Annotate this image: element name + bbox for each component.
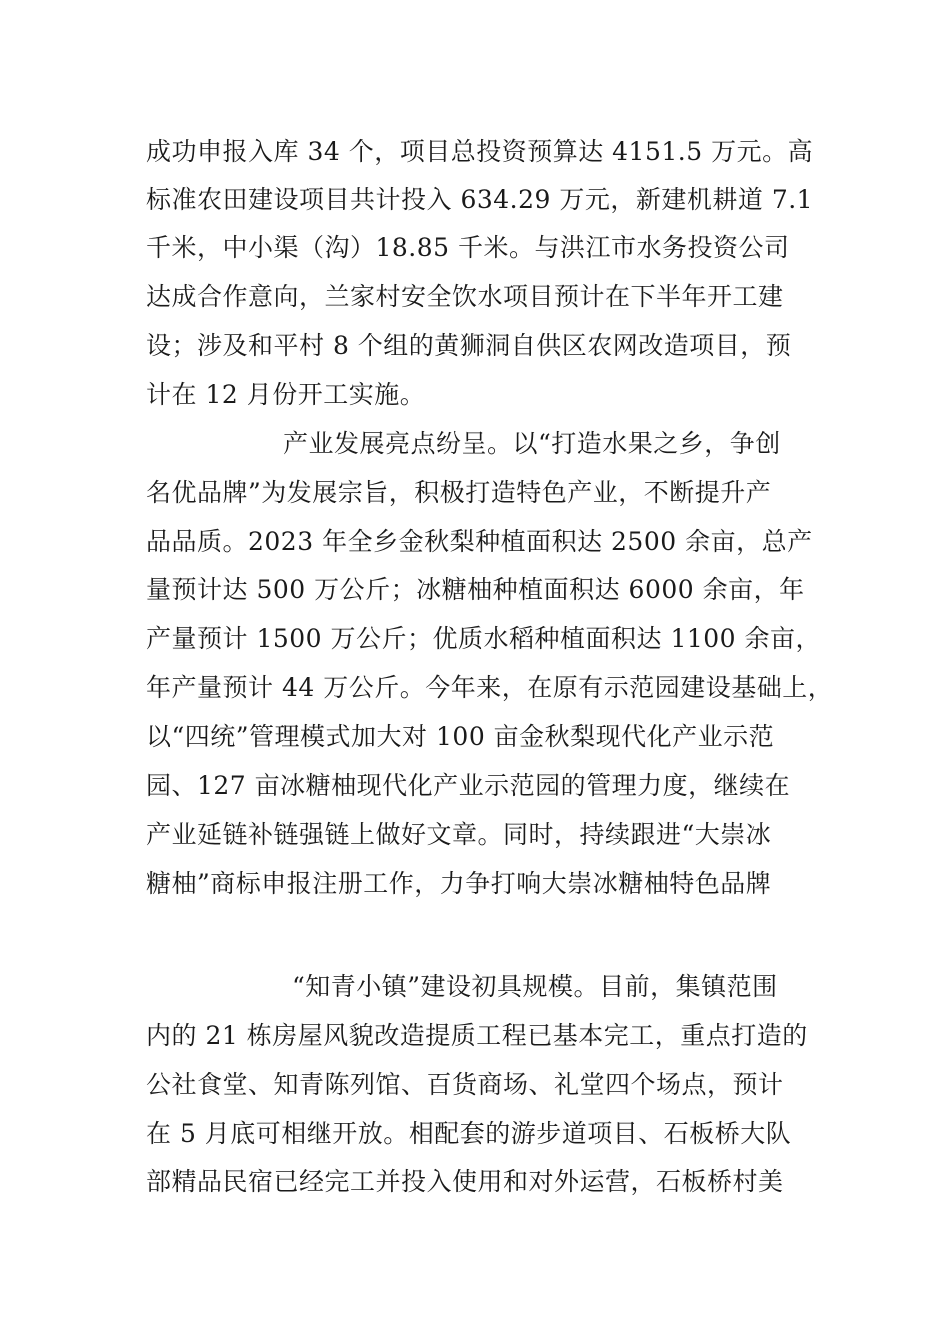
text-line: 达成合作意向，兰家村安全饮水项目预计在下半年开工建: [146, 282, 784, 311]
text-line: 产量预计 1500 万公斤；优质水稻种植面积达 1100 余亩，: [146, 624, 822, 653]
text-line: “知青小镇”建设初具规模。目前，集镇范围: [292, 972, 778, 1001]
text-line: 产业延链补链强链上做好文章。同时，持续跟进“大崇冰: [146, 820, 772, 849]
text-line: 部精品民宿已经完工并投入使用和对外运营，石板桥村美: [146, 1167, 784, 1196]
text-line: 千米，中小渠（沟）18.85 千米。与洪江市水务投资公司: [146, 233, 790, 262]
text-line: 成功申报入库 34 个，项目总投资预算达 4151.5 万元。高: [146, 137, 814, 166]
text-line: 计在 12 月份开工实施。: [146, 380, 426, 409]
text-line: 内的 21 栋房屋风貌改造提质工程已基本完工，重点打造的: [146, 1021, 808, 1050]
text-line: 年产量预计 44 万公斤。今年来，在原有示范园建设基础上，: [146, 673, 834, 702]
text-line: 以“四统”管理模式加大对 100 亩金秋梨现代化产业示范: [146, 722, 775, 751]
text-line: 公社食堂、知青陈列馆、百货商场、礼堂四个场点，预计: [146, 1070, 784, 1099]
text-line: 产业发展亮点纷呈。以“打造水果之乡，争创: [283, 429, 781, 458]
text-line: 名优品牌”为发展宗旨，积极打造特色产业，不断提升产: [146, 478, 772, 507]
text-line: 品品质。2023 年全乡金秋梨种植面积达 2500 余亩，总产: [146, 527, 813, 556]
text-line: 糖柚”商标申报注册工作，力争打响大崇冰糖柚特色品牌: [146, 869, 772, 898]
text-line: 园、127 亩冰糖柚现代化产业示范园的管理力度，继续在: [146, 771, 791, 800]
text-line: 在 5 月底可相继开放。相配套的游步道项目、石板桥大队: [146, 1119, 792, 1148]
text-line: 标准农田建设项目共计投入 634.29 万元，新建机耕道 7.1: [146, 185, 814, 214]
text-line: 量预计达 500 万公斤；冰糖柚种植面积达 6000 余亩，年: [146, 575, 805, 604]
text-line: 设；涉及和平村 8 个组的黄狮洞自供区农网改造项目，预: [146, 331, 792, 360]
